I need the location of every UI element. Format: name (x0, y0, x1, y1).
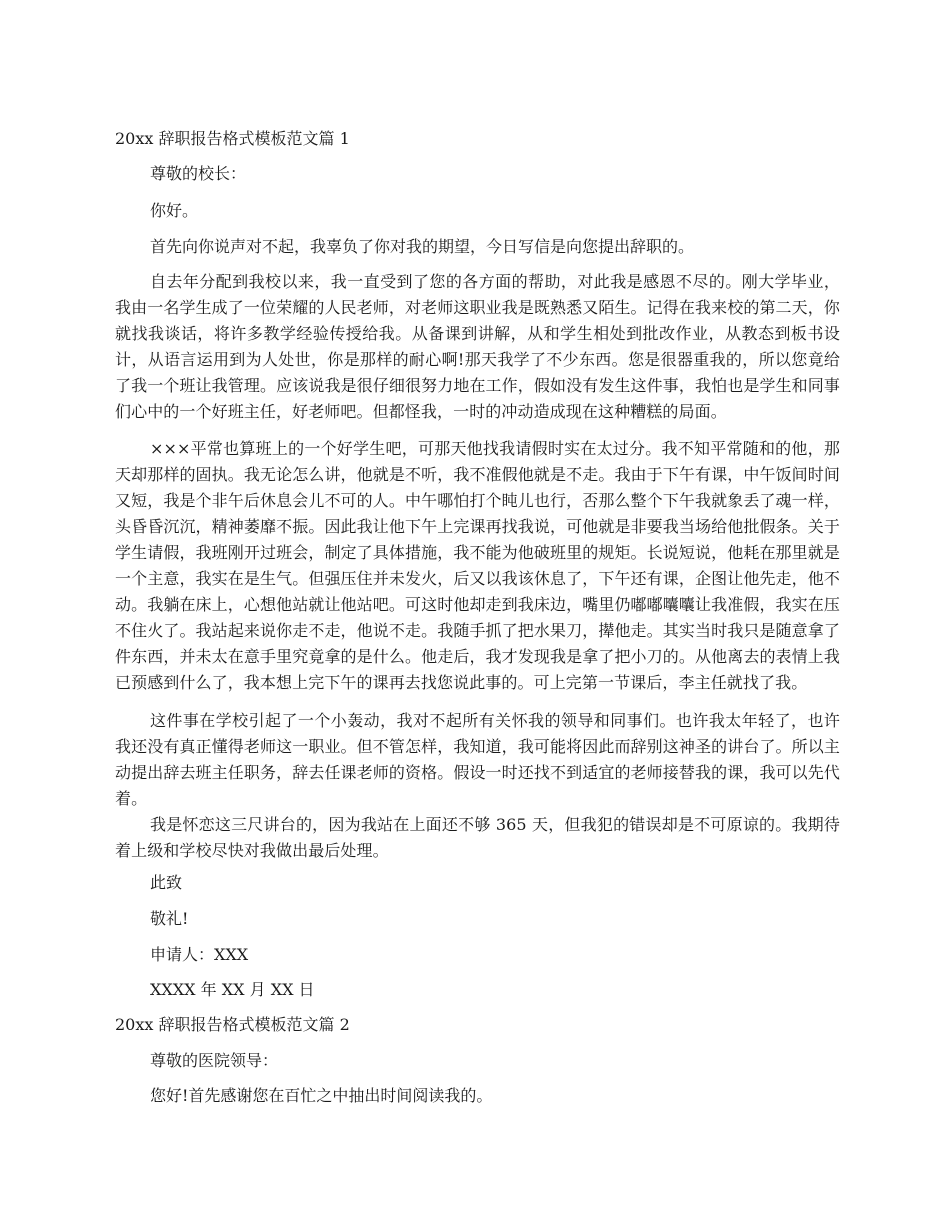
section1-applicant: 申请人：XXX (150, 945, 249, 964)
section1-paragraph-5: 我是怀恋这三尺讲台的，因为我站在上面还不够 365 天，但我犯的错误却是不可原谅的。我期待着上级和学校尽快对我做出最后处理。 (115, 815, 840, 860)
section1-salutation: 尊敬的校长： (150, 164, 247, 183)
section2-salutation: 尊敬的医院领导： (150, 1051, 279, 1070)
section1-greeting: 你好。 (150, 201, 199, 220)
section1-paragraph-4: 这件事在学校引起了一个小轰动，我对不起所有关怀我的领导和同事们。也许我太年轻了，也许我还没有真正懂得老师这一职业。但不管怎样，我知道，我可能将因此而辞别这神圣的讲台了。所以主动提出辞去班主任职务，辞去任课老师的资格。假设一时还找不到适宜的老师接替我的课，我可以先代着。 (115, 711, 840, 808)
section2-title: 20xx 辞职报告格式模板范文篇 2 (115, 1015, 350, 1034)
section1-paragraph-3: ×××平常也算班上的一个好学生吧，可那天他找我请假时实在太过分。我不知平常随和的他，那天却那样的固执。我无论怎么讲，他就是不听，我不准假他就是不走。我由于下午有课，中午饭间时间又短，我是个非午后休息会儿不可的人。中午哪怕打个盹儿也行，否那么整个下午我就象丢了魂一样，头昏昏沉沉，精神萎靡不振。因此我让他下午上完课再找我说，可他就是非要我当场给他批假条。关于学生请假，我班刚开过班会，制定了具体措施，我不能为他破班里的规矩。长说短说，他耗在那里就是一个主意，我实在是生气。但强压住并未发火，后又以我该休息了，下午还有课，企图让他先走，他不动。我躺在床上，心想他站就让他站吧。可这时他却走到我床边，嘴里仍嘟嘟囔囔让我准假，我实在压不住火了。我站起来说你走不走，他说不走。我随手抓了把水果刀，撵他走。其实当时我只是随意拿了件东西，并未太在意手里究竟拿的是什么。他走后，我才发现我是拿了把小刀的。从他离去的表情上我已预感到什么了，我本想上完下午的课再去找您说此事的。可上完第一节课后，李主任就找了我。 (115, 439, 840, 692)
section1-date: XXXX 年 XX 月 XX 日 (150, 980, 315, 999)
section1-closing-2: 敬礼! (150, 909, 189, 928)
section1-paragraph-1: 首先向你说声对不起，我辜负了你对我的期望，今日写信是向您提出辞职的。 (150, 237, 695, 256)
section1-title: 20xx 辞职报告格式模板范文篇 1 (115, 129, 350, 148)
section1-paragraph-2: 自去年分配到我校以来，我一直受到了您的各方面的帮助，对此我是感恩不尽的。刚大学毕业，我由一名学生成了一位荣耀的人民老师，对老师这职业我是既熟悉又陌生。记得在我来校的第二天，你就找我谈话，将许多教学经验传授给我。从备课到讲解，从和学生相处到批改作业，从教态到板书设计，从语言运用到为人处世，你是那样的耐心啊!那天我学了不少东西。您是很器重我的，所以您竟给了我一个班让我管理。应该说我是很仔细很努力地在工作，假如没有发生这件事，我怕也是学生和同事们心中的一个好班主任，好老师吧。但都怪我，一时的冲动造成现在这种糟糕的局面。 (115, 272, 840, 421)
section2-paragraph-1: 您好!首先感谢您在百忙之中抽出时间阅读我的。 (150, 1086, 493, 1105)
section1-closing-1: 此致 (150, 873, 183, 892)
